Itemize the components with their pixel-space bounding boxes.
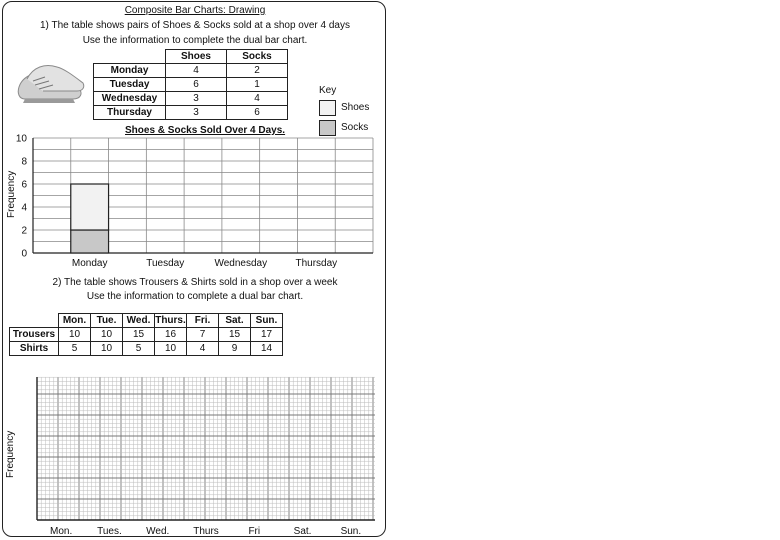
chart1-y-axis-title: Frequency — [6, 170, 17, 218]
table-row — [10, 342, 283, 356]
x-tick-label: Wed. — [146, 526, 170, 537]
table2-row-label: Shirts — [10, 342, 59, 356]
table2-cell: 16 — [155, 328, 187, 342]
key-title: Key — [319, 85, 337, 96]
table2-cell: 10 — [91, 328, 123, 342]
table-row — [94, 92, 288, 106]
x-tick-label: Thurs — [193, 526, 219, 537]
worksheet-title: Composite Bar Charts: Drawing — [124, 5, 266, 16]
chart2-graph-paper[interactable] — [3, 372, 387, 538]
x-tick-label: Monday — [71, 258, 108, 269]
question-2-instruction: Use the information to complete a dual bar chart. — [86, 291, 304, 302]
chart1-shoes-socks — [3, 130, 387, 276]
x-tick-label: Thursday — [295, 258, 338, 269]
table2-header: Wed. — [123, 314, 155, 328]
table1-socks-value: 4 — [227, 92, 288, 106]
worksheet-page — [2, 1, 386, 537]
table2-header: Thurs. — [155, 315, 186, 326]
table2-cell: 10 — [59, 328, 91, 342]
x-tick-label: Mon. — [50, 526, 73, 537]
key-label-shoes: Shoes — [341, 102, 370, 113]
chart2-y-axis-title: Frequency — [5, 430, 16, 478]
table2-cell: 4 — [187, 342, 219, 356]
table2-cell: 5 — [59, 342, 91, 356]
table1-socks-value: 6 — [227, 106, 288, 120]
table1-day: Thursday — [94, 106, 166, 120]
table-row — [94, 78, 288, 92]
table2-cell: 14 — [251, 342, 283, 356]
x-tick-label: Tues. — [97, 526, 122, 537]
bar-shoes — [71, 184, 109, 230]
table1-day: Wednesday — [94, 92, 166, 106]
table2-header: Fri. — [187, 314, 219, 328]
table2-header: Sat. — [219, 314, 251, 328]
shoes-socks-table — [93, 49, 288, 120]
question-1-instruction: Use the information to complete the dual bar chart. — [82, 35, 308, 46]
key-label-socks: Socks — [341, 122, 369, 133]
x-tick-label: Sat. — [293, 526, 312, 537]
table1-day: Tuesday — [94, 78, 166, 92]
table-row — [94, 106, 288, 120]
y-tick-label: 0 — [21, 248, 27, 260]
y-tick-label: 6 — [21, 179, 27, 191]
table1-shoes-value: 3 — [166, 106, 227, 120]
trousers-shirts-table — [9, 313, 283, 356]
table2-cell: 10 — [155, 342, 187, 356]
y-tick-label: 8 — [21, 156, 27, 168]
chart1-title: Shoes & Socks Sold Over 4 Days. — [125, 125, 286, 136]
table2-header: Tue. — [91, 314, 123, 328]
table2-cell: 15 — [123, 328, 155, 342]
question-2-text: 2) The table shows Trousers & Shirts sold in a shop over a week — [52, 277, 338, 288]
table2-cell: 7 — [187, 328, 219, 342]
table1-day: Monday — [94, 64, 166, 78]
table2-header: Mon. — [59, 314, 91, 328]
shoes-illustration — [13, 57, 87, 109]
table1-socks-value: 2 — [227, 64, 288, 78]
table1-shoes-value: 3 — [166, 92, 227, 106]
table1-socks-value: 1 — [227, 78, 288, 92]
bar-socks — [71, 230, 109, 253]
table2-cell: 17 — [251, 328, 283, 342]
table2-row-label: Trousers — [10, 328, 59, 342]
table2-cell: 9 — [219, 342, 251, 356]
table-row — [10, 328, 283, 342]
y-tick-label: 10 — [15, 133, 27, 145]
table1-shoes-value: 4 — [166, 64, 227, 78]
key-swatch-shoes — [319, 100, 336, 116]
table2-cell: 5 — [123, 342, 155, 356]
table2-cell: 15 — [219, 328, 251, 342]
x-tick-label: Tuesday — [146, 258, 185, 269]
table2-header: Sun. — [251, 314, 283, 328]
question-1-text: 1) The table shows pairs of Shoes & Socks sold at a shop over 4 days — [40, 20, 350, 31]
y-tick-label: 4 — [21, 202, 27, 214]
table1-header-socks: Socks — [227, 50, 288, 64]
table1-header-shoes: Shoes — [166, 50, 227, 64]
table-row — [94, 64, 288, 78]
table1-shoes-value: 6 — [166, 78, 227, 92]
y-tick-label: 2 — [21, 225, 27, 237]
table2-cell: 10 — [91, 342, 123, 356]
x-tick-label: Fri — [248, 526, 261, 537]
x-tick-label: Sun. — [340, 526, 362, 537]
x-tick-label: Wednesday — [214, 258, 268, 269]
